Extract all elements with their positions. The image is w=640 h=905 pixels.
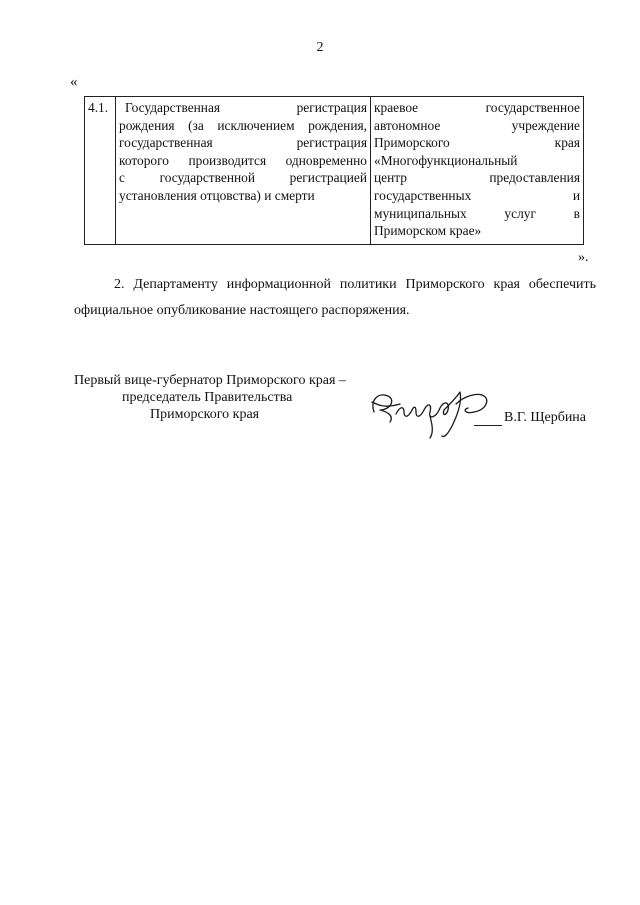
organization-line: муниципальных услуг в xyxy=(374,205,580,221)
signatory-title xyxy=(74,372,346,423)
signatory-title-line: Приморского края xyxy=(150,407,260,422)
handwritten-signature xyxy=(360,382,510,444)
organization-line: краевое государственное xyxy=(374,100,580,115)
service-line: государственная регистрация xyxy=(119,135,367,151)
service-line: рождения (за исключением рождения, xyxy=(119,117,367,133)
organization-line: автономное учреждение xyxy=(374,117,580,133)
service-line: которого производится одновременно xyxy=(119,152,367,168)
paragraph-2 xyxy=(74,272,596,324)
service-line: с государственной регистрацией xyxy=(119,170,367,186)
organization-line: Приморского края xyxy=(374,135,580,151)
row-number: 4.1. xyxy=(85,97,116,245)
organization-line: центр предоставления xyxy=(374,170,580,186)
organization-line: Приморском крае» xyxy=(374,223,482,239)
table-row xyxy=(85,97,584,245)
organization-line: «Многофункциональный xyxy=(374,152,518,168)
paragraph-line: официальное опубликование настоящего распоряжения. xyxy=(74,303,410,318)
signature-line xyxy=(474,425,502,426)
signatory-title-line: Первый вице-губернатор Приморского края – xyxy=(74,373,346,388)
services-table xyxy=(84,96,584,245)
paragraph-line: 2. Департаменту информационной политики Приморского края обеспечить xyxy=(114,277,596,292)
service-name-cell xyxy=(116,97,371,245)
opening-quote: « xyxy=(70,74,78,90)
service-line: Государственная регистрация xyxy=(125,100,367,115)
organization-cell xyxy=(371,97,584,245)
signatory-title-line: председатель Правительства xyxy=(122,390,293,405)
closing-quote: ». xyxy=(578,250,589,265)
page-number: 2 xyxy=(316,40,324,55)
signer-name: В.Г. Щербина xyxy=(504,410,587,425)
service-line: установления отцовства) и смерти xyxy=(119,187,315,203)
organization-line: государственных и xyxy=(374,187,580,203)
